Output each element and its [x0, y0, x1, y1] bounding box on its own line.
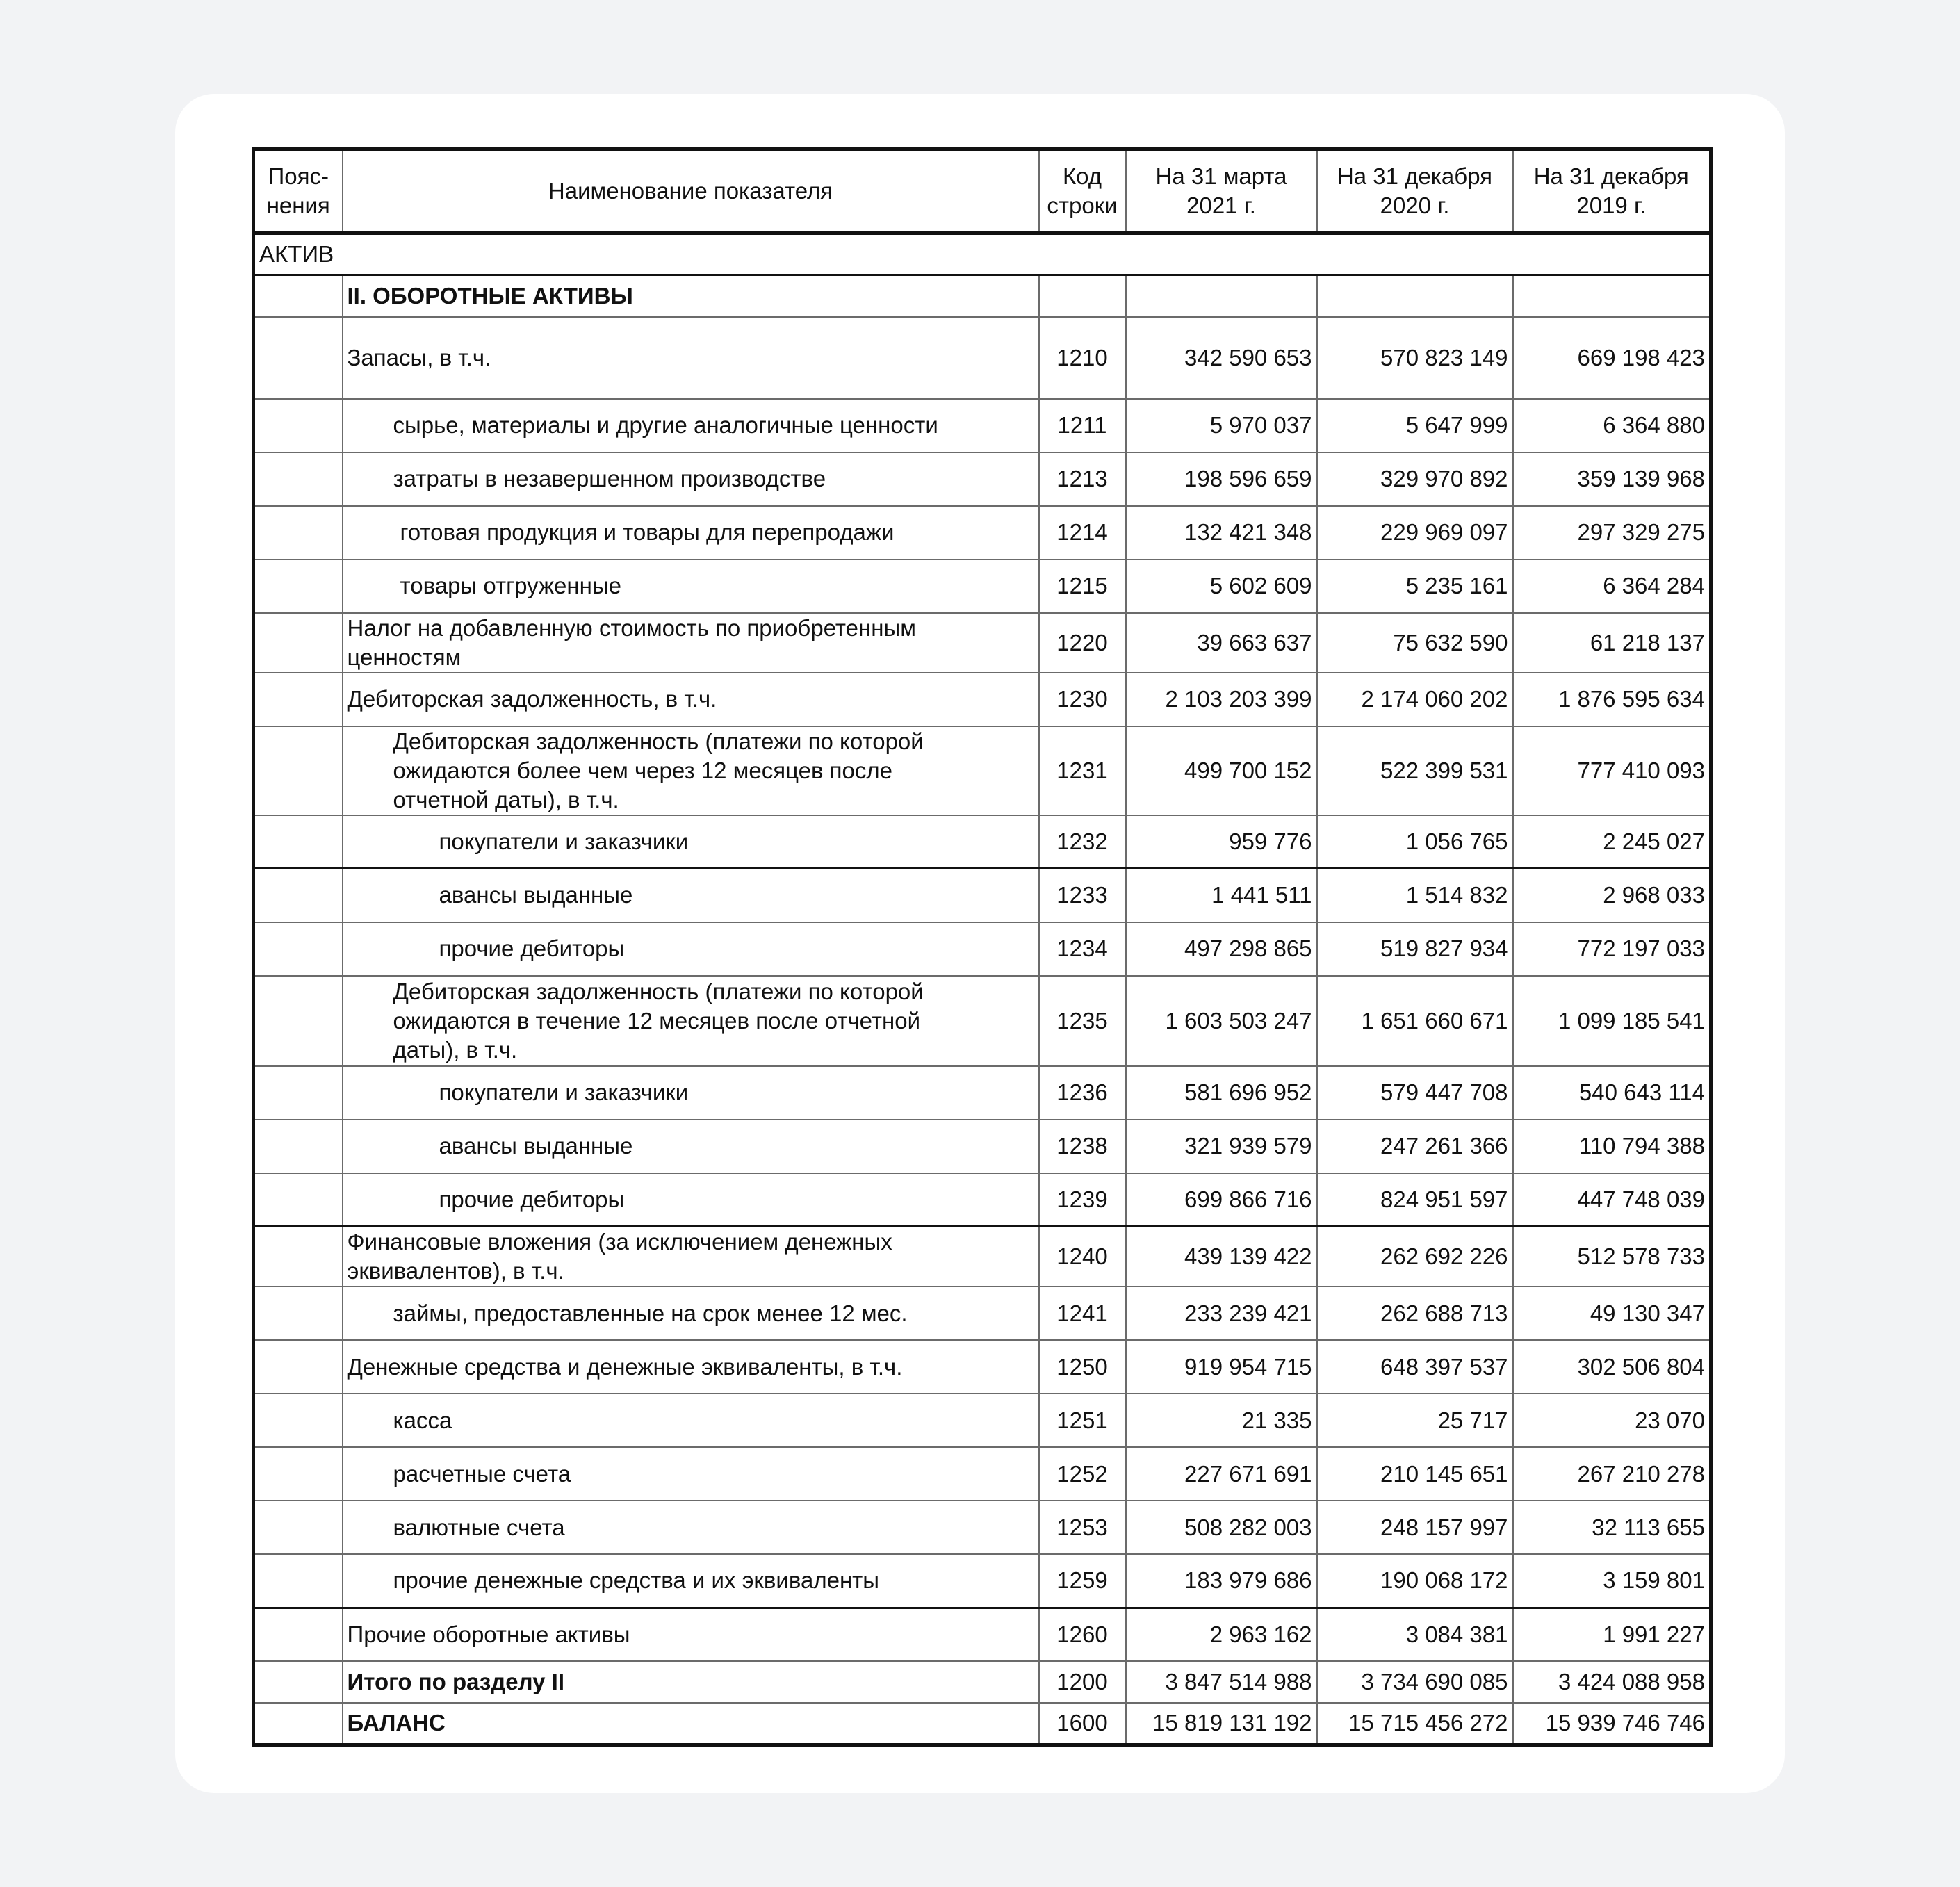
- row-value-2020: 1 514 832: [1317, 869, 1513, 922]
- row-code: 1259: [1039, 1554, 1126, 1608]
- table-row: [254, 1173, 1711, 1227]
- row-code: 1230: [1039, 673, 1126, 726]
- row-name: товары отгруженные: [343, 559, 1039, 613]
- balance-label: БАЛАНС: [343, 1703, 1039, 1745]
- row-value-2021: 5 602 609: [1126, 559, 1317, 613]
- row-value-2020: 329 970 892: [1317, 452, 1513, 506]
- row-code: 1211: [1039, 399, 1126, 452]
- row-value-2019: 447 748 039: [1513, 1173, 1711, 1227]
- table-row: [254, 506, 1711, 559]
- row-name: Налог на добавленную стоимость по приобретенным ценностям: [343, 613, 1039, 673]
- row-code: 1214: [1039, 506, 1126, 559]
- row-name: сырье, материалы и другие аналогичные ценности: [343, 399, 1039, 452]
- row-value-2019: 1 991 227: [1513, 1608, 1711, 1661]
- row-value-2019: 669 198 423: [1513, 317, 1711, 399]
- row-name: покупатели и заказчики: [343, 1066, 1039, 1120]
- row-value-2021: 1 603 503 247: [1126, 976, 1317, 1066]
- row-value-2019: 15 939 746 746: [1513, 1703, 1711, 1745]
- table-row: [254, 1394, 1711, 1447]
- row-value-2020: 570 823 149: [1317, 317, 1513, 399]
- row-name: прочие дебиторы: [343, 1173, 1039, 1227]
- row-code: 1234: [1039, 922, 1126, 976]
- row-value-2019: 777 410 093: [1513, 726, 1711, 815]
- header-row: [254, 149, 1711, 234]
- table-row: [254, 1227, 1711, 1287]
- row-name: Дебиторская задолженность (платежи по которой ожидаются более чем через 12 месяцев после отчетной даты), в т.ч.: [343, 726, 1039, 815]
- row-value-2019: 3 159 801: [1513, 1554, 1711, 1608]
- row-value-2019: 49 130 347: [1513, 1286, 1711, 1340]
- aktiv-label: АКТИВ: [254, 234, 1711, 275]
- row-name: валютные счета: [343, 1501, 1039, 1554]
- table-row: [254, 976, 1711, 1066]
- row-value-2020: 1 056 765: [1317, 815, 1513, 869]
- table-row: [254, 613, 1711, 673]
- row-code: 1236: [1039, 1066, 1126, 1120]
- row-code: 1600: [1039, 1703, 1126, 1745]
- total-row: [254, 1661, 1711, 1703]
- row-value-2020: 579 447 708: [1317, 1066, 1513, 1120]
- table-row: [254, 726, 1711, 815]
- row-value-2021: 508 282 003: [1126, 1501, 1317, 1554]
- row-value-2020: 1 651 660 671: [1317, 976, 1513, 1066]
- row-value-2021: 499 700 152: [1126, 726, 1317, 815]
- table-row: [254, 1340, 1711, 1394]
- row-value-2020: 262 692 226: [1317, 1227, 1513, 1287]
- row-value-2021: 132 421 348: [1126, 506, 1317, 559]
- row-name: Дебиторская задолженность (платежи по которой ожидаются в течение 12 месяцев после отчетной даты), в т.ч.: [343, 976, 1039, 1066]
- table-row: [254, 922, 1711, 976]
- row-value-2020: 5 235 161: [1317, 559, 1513, 613]
- row-value-2020: 648 397 537: [1317, 1340, 1513, 1394]
- row-name: Финансовые вложения (за исключением денежных эквивалентов), в т.ч.: [343, 1227, 1039, 1287]
- table-row: [254, 1286, 1711, 1340]
- row-value-2019: 61 218 137: [1513, 613, 1711, 673]
- section-row: [254, 275, 1711, 317]
- row-code: 1231: [1039, 726, 1126, 815]
- row-value-2020: 25 717: [1317, 1394, 1513, 1447]
- row-value-2019: 297 329 275: [1513, 506, 1711, 559]
- row-code: 1252: [1039, 1447, 1126, 1501]
- table-row: [254, 399, 1711, 452]
- row-value-2021: 21 335: [1126, 1394, 1317, 1447]
- row-value-2020: 522 399 531: [1317, 726, 1513, 815]
- row-value-2021: 2 103 203 399: [1126, 673, 1317, 726]
- row-value-2019: 540 643 114: [1513, 1066, 1711, 1120]
- row-value-2020: 3 084 381: [1317, 1608, 1513, 1661]
- row-value-2021: 227 671 691: [1126, 1447, 1317, 1501]
- table-row: [254, 452, 1711, 506]
- header-code: Код строки: [1039, 149, 1126, 234]
- row-name: затраты в незавершенном производстве: [343, 452, 1039, 506]
- row-value-2020: 248 157 997: [1317, 1501, 1513, 1554]
- table-row: [254, 1501, 1711, 1554]
- table-row: [254, 1066, 1711, 1120]
- row-value-2020: 2 174 060 202: [1317, 673, 1513, 726]
- row-code: 1239: [1039, 1173, 1126, 1227]
- row-value-2019: 110 794 388: [1513, 1120, 1711, 1173]
- row-code: 1250: [1039, 1340, 1126, 1394]
- table-row: [254, 1447, 1711, 1501]
- row-value-2020: 262 688 713: [1317, 1286, 1513, 1340]
- row-value-2019: 3 424 088 958: [1513, 1661, 1711, 1703]
- row-value-2021: 198 596 659: [1126, 452, 1317, 506]
- row-value-2019: 1 876 595 634: [1513, 673, 1711, 726]
- row-value-2021: 1 441 511: [1126, 869, 1317, 922]
- row-name: прочие дебиторы: [343, 922, 1039, 976]
- row-code: 1215: [1039, 559, 1126, 613]
- row-value-2021: 497 298 865: [1126, 922, 1317, 976]
- row-value-2021: 439 139 422: [1126, 1227, 1317, 1287]
- row-code: 1220: [1039, 613, 1126, 673]
- row-value-2021: 3 847 514 988: [1126, 1661, 1317, 1703]
- row-value-2019: 2 968 033: [1513, 869, 1711, 922]
- row-value-2020: 5 647 999: [1317, 399, 1513, 452]
- row-value-2019: 359 139 968: [1513, 452, 1711, 506]
- row-name: готовая продукция и товары для перепродажи: [343, 506, 1039, 559]
- row-name: Прочие оборотные активы: [343, 1608, 1039, 1661]
- row-code: 1210: [1039, 317, 1126, 399]
- row-value-2019: 302 506 804: [1513, 1340, 1711, 1394]
- header-col-2021: На 31 марта 2021 г.: [1126, 149, 1317, 234]
- header-col-2020: На 31 декабря 2020 г.: [1317, 149, 1513, 234]
- row-value-2021: 342 590 653: [1126, 317, 1317, 399]
- row-value-2019: 6 364 284: [1513, 559, 1711, 613]
- row-code: 1213: [1039, 452, 1126, 506]
- table-row: [254, 1120, 1711, 1173]
- row-value-2021: 39 663 637: [1126, 613, 1317, 673]
- table-row: [254, 1554, 1711, 1608]
- row-value-2021: 581 696 952: [1126, 1066, 1317, 1120]
- row-value-2020: 190 068 172: [1317, 1554, 1513, 1608]
- table-row: [254, 559, 1711, 613]
- table-row: [254, 317, 1711, 399]
- row-value-2020: 3 734 690 085: [1317, 1661, 1513, 1703]
- table-row: [254, 869, 1711, 922]
- row-code: 1253: [1039, 1501, 1126, 1554]
- row-value-2021: 233 239 421: [1126, 1286, 1317, 1340]
- row-name: расчетные счета: [343, 1447, 1039, 1501]
- row-value-2019: 2 245 027: [1513, 815, 1711, 869]
- row-value-2020: 519 827 934: [1317, 922, 1513, 976]
- row-name: Денежные средства и денежные эквиваленты, в т.ч.: [343, 1340, 1039, 1394]
- balance-row: [254, 1703, 1711, 1745]
- row-value-2021: 959 776: [1126, 815, 1317, 869]
- row-value-2021: 919 954 715: [1126, 1340, 1317, 1394]
- row-name: Дебиторская задолженность, в т.ч.: [343, 673, 1039, 726]
- aktiv-row: [254, 234, 1711, 275]
- header-notes: Пояс- нения: [254, 149, 343, 234]
- row-value-2019: 23 070: [1513, 1394, 1711, 1447]
- row-code: 1241: [1039, 1286, 1126, 1340]
- table-row: [254, 1608, 1711, 1661]
- table-row: [254, 815, 1711, 869]
- row-name: касса: [343, 1394, 1039, 1447]
- table-row: [254, 673, 1711, 726]
- row-value-2021: 183 979 686: [1126, 1554, 1317, 1608]
- balance-sheet-table: [252, 147, 1713, 1747]
- row-value-2020: 824 951 597: [1317, 1173, 1513, 1227]
- row-name: авансы выданные: [343, 869, 1039, 922]
- row-value-2021: 321 939 579: [1126, 1120, 1317, 1173]
- row-name: покупатели и заказчики: [343, 815, 1039, 869]
- row-value-2020: 247 261 366: [1317, 1120, 1513, 1173]
- row-name: прочие денежные средства и их эквиваленты: [343, 1554, 1039, 1608]
- row-name: займы, предоставленные на срок менее 12 мес.: [343, 1286, 1039, 1340]
- row-code: 1238: [1039, 1120, 1126, 1173]
- row-name: Запасы, в т.ч.: [343, 317, 1039, 399]
- row-code: 1251: [1039, 1394, 1126, 1447]
- row-value-2019: 6 364 880: [1513, 399, 1711, 452]
- row-value-2019: 772 197 033: [1513, 922, 1711, 976]
- row-value-2019: 1 099 185 541: [1513, 976, 1711, 1066]
- row-code: 1260: [1039, 1608, 1126, 1661]
- row-value-2021: 15 819 131 192: [1126, 1703, 1317, 1745]
- row-value-2019: 32 113 655: [1513, 1501, 1711, 1554]
- row-value-2020: 75 632 590: [1317, 613, 1513, 673]
- row-code: 1200: [1039, 1661, 1126, 1703]
- header-col-2019: На 31 декабря 2019 г.: [1513, 149, 1711, 234]
- row-code: 1235: [1039, 976, 1126, 1066]
- row-value-2020: 210 145 651: [1317, 1447, 1513, 1501]
- row-value-2021: 5 970 037: [1126, 399, 1317, 452]
- row-value-2020: 15 715 456 272: [1317, 1703, 1513, 1745]
- row-value-2021: 2 963 162: [1126, 1608, 1317, 1661]
- row-value-2021: 699 866 716: [1126, 1173, 1317, 1227]
- header-name: Наименование показателя: [343, 149, 1039, 234]
- row-value-2020: 229 969 097: [1317, 506, 1513, 559]
- total-label: Итого по разделу II: [343, 1661, 1039, 1703]
- row-code: 1240: [1039, 1227, 1126, 1287]
- row-name: авансы выданные: [343, 1120, 1039, 1173]
- row-value-2019: 512 578 733: [1513, 1227, 1711, 1287]
- row-code: 1232: [1039, 815, 1126, 869]
- row-code: 1233: [1039, 869, 1126, 922]
- section-title: II. ОБОРОТНЫЕ АКТИВЫ: [343, 275, 1039, 317]
- row-value-2019: 267 210 278: [1513, 1447, 1711, 1501]
